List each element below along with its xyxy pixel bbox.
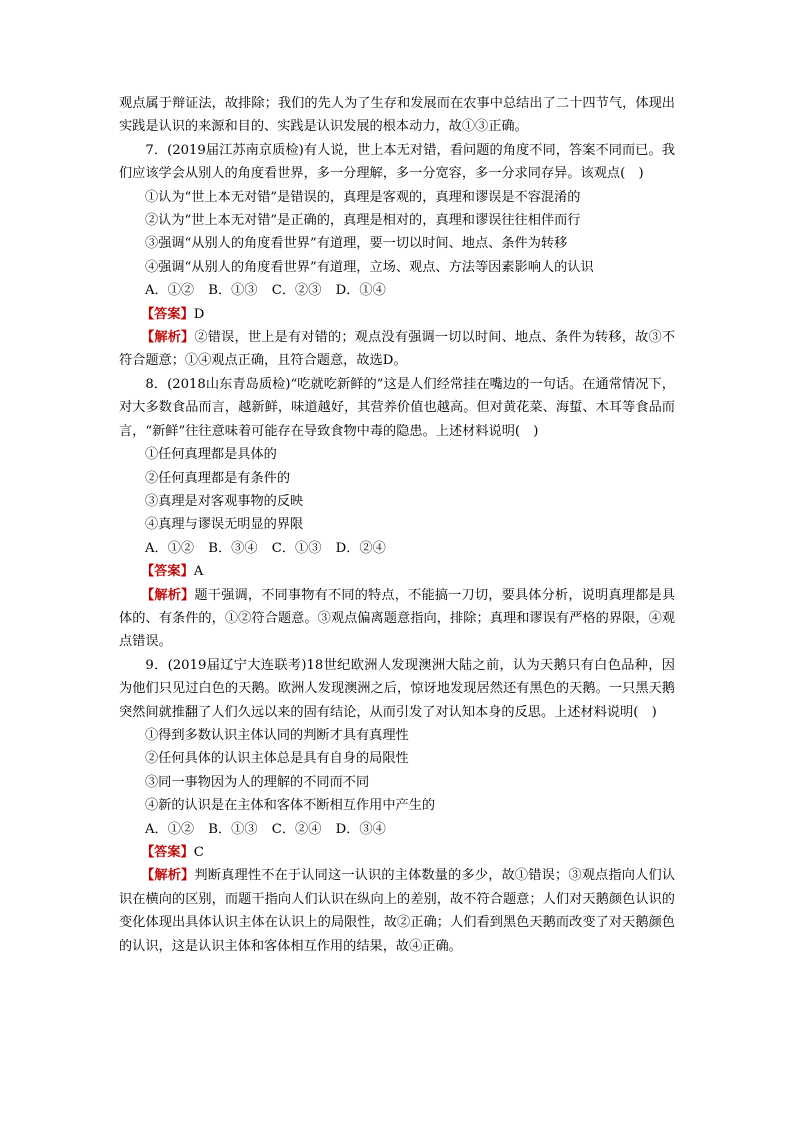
- question-9-choice-d: D．③④: [335, 821, 386, 837]
- question-8-option-3: ③真理是对客观事物的反映: [145, 493, 304, 509]
- question-9-analysis: [119, 864, 675, 958]
- question-8-choice-d: D．②④: [335, 540, 386, 556]
- answer-value: A: [193, 564, 204, 580]
- question-9-option-3: ③同一事物因为人的理解的不同而不同: [145, 774, 370, 790]
- question-7-option-1: ①认为“世上本无对错”是错误的，真理是客观的，真理和谬误是不容混淆的: [145, 189, 581, 205]
- question-9: [119, 654, 675, 958]
- answer-label: 【答案】: [141, 845, 194, 860]
- question-7-choice-d: D．①④: [335, 283, 386, 299]
- question-7-option-2: ②认为“世上本无对错”是正确的，真理是相对的，真理和谬误往往相伴而行: [145, 213, 581, 229]
- question-7-choice-a: A．①②: [145, 283, 195, 299]
- question-8-stem: 8．(2018山东青岛质检)“吃就吃新鲜的”这是人们经常挂在嘴边的一句话。在通常情况下，对大多数食品而言，越新鲜，味道越好，其营养价值也越高。但对黄花菜、海蜇、木耳等食品而言，“新鲜”往往意味着可能存在导致食物中毒的隐患。上述材料说明( ): [119, 376, 675, 439]
- question-8-analysis: [119, 584, 675, 654]
- question-9-choice-a: A．①②: [145, 821, 195, 837]
- question-8-option-1: ①任何真理都是具体的: [145, 447, 277, 463]
- answer-label: 【答案】: [141, 564, 194, 580]
- question-7-choices: [119, 279, 675, 302]
- question-8-choice-c: C．①③: [271, 540, 322, 556]
- question-9-stem: 9．(2019届辽宁大连联考)18世纪欧洲人发现澳洲大陆之前，认为天鹅只有白色品种，因为他们只见过白色的天鹅。欧洲人发现澳洲之后，惊讶地发现居然还有黑色的天鹅。一只黑天鹅突然间就推翻了人们久远以来的固有结论，从而引发了对认知本身的反思。上述材料说明( ): [119, 657, 675, 720]
- question-7-choice-c: C．②③: [271, 283, 322, 299]
- analysis-text: ②错误，世上是有对错的；观点没有强调一切以时间、地点、条件为转移，故③不符合题意；①④观点正确，且符合题意，故选D。: [119, 330, 676, 369]
- question-8-choice-a: A．①②: [145, 540, 195, 556]
- analysis-text: 题干强调，不同事物有不同的特点，不能搞一刀切，要具体分析，说明真理都是具体的、有条件的，①②符合题意。③观点偏离题意指向，排除；真理和谬误有严格的界限，④观点错误。: [119, 587, 676, 650]
- question-7-option-3: ③强调“从别人的角度看世界”有道理，要一切以时间、地点、条件为转移: [145, 236, 568, 252]
- question-7-answer: [119, 303, 675, 326]
- question-9-option-1: ①得到多数认识主体认同的判断才具有真理性: [145, 727, 409, 743]
- answer-value: C: [193, 845, 204, 860]
- question-8-option-4: ④真理与谬误无明显的界限: [145, 517, 304, 533]
- answer-label: 【答案】: [141, 306, 194, 322]
- question-9-option-4: ④新的认识是在主体和客体不断相互作用中产生的: [145, 798, 436, 814]
- question-7-analysis: [119, 326, 675, 373]
- analysis-text: 判断真理性不在于认同这一认识的主体数量的多少，故①错误；③观点指向人们认识在横向的区别，而题干指向人们认识在纵向上的差别，故不符合题意；人们对天鹅颜色认识的变化体现出具体认识主体在认识上的局限性，故②正确；人们看到黑色天鹅而改变了对天鹅颜色的认识，这是认识主体和客体相互作用的结果，故④正确。: [119, 868, 676, 954]
- document-page: [119, 92, 675, 958]
- question-9-option-2: ②任何具体的认识主体总是具有自身的局限性: [145, 751, 409, 767]
- question-8: [119, 373, 675, 654]
- question-9-choice-b: B．①③: [208, 821, 258, 837]
- question-8-answer: [119, 560, 675, 583]
- question-7-option-4: ④强调“从别人的角度看世界”有道理，立场、观点、方法等因素影响人的认识: [145, 259, 594, 275]
- question-9-answer: [119, 841, 675, 864]
- question-7: [119, 139, 675, 373]
- analysis-label: 【解析】: [141, 868, 195, 884]
- answer-value: D: [193, 306, 205, 322]
- question-8-option-2: ②任何真理都是有条件的: [145, 470, 291, 486]
- question-8-choice-b: B．③④: [208, 540, 258, 556]
- question-7-stem: 7．(2019届江苏南京质检)有人说，世上本无对错，看问题的角度不同，答案不同而已。我们应该学会从别人的角度看世界，多一分理解，多一分宽容，多一分求同存异。该观点( ): [119, 142, 675, 182]
- analysis-label: 【解析】: [141, 587, 195, 603]
- question-9-choices: [119, 818, 675, 841]
- analysis-label: 【解析】: [141, 330, 195, 346]
- intro-paragraph: 观点属于辩证法，故排除；我们的先人为了生存和发展而在农事中总结出了二十四节气，体现出实践是认识的来源和目的、实践是认识发展的根本动力，故①③正确。: [119, 96, 675, 135]
- question-9-choice-c: C．②④: [271, 821, 322, 837]
- question-8-choices: [119, 537, 675, 560]
- question-7-choice-b: B．①③: [208, 283, 258, 299]
